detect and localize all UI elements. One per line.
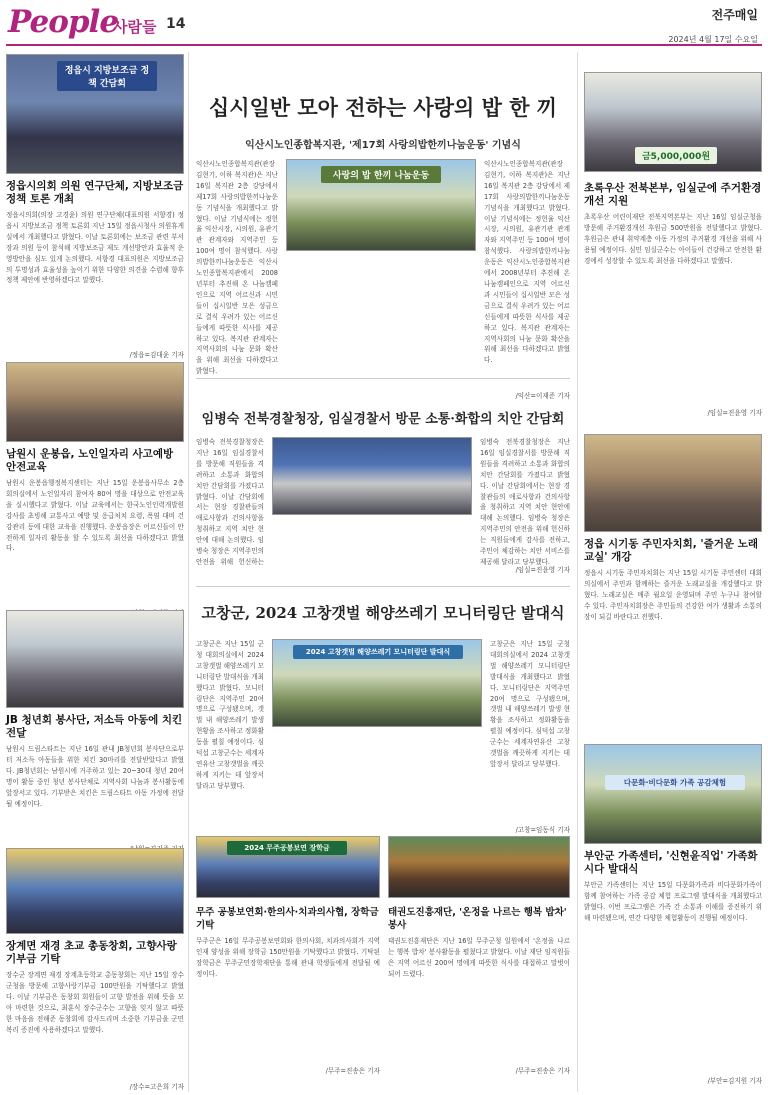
article-body: 임병숙 전북경찰청장은 지난 16일 임실경찰서를 방문해 직원들을 격려하고 소통과 화합의 치안 간담회를 가졌다고 밝혔다. 이날 간담회에서는 현장 경찰관들의 애로사항과 건의사항을 청취하고 지역 치안 현안에 대해 논의했다. 임병숙 청장은 지역주민의 안전을 위해 헌신하는 [196, 438, 264, 565]
article-photo [584, 434, 762, 532]
article-body: 부안군 가족센터는 지난 15일 다문화가족과 비다문화가족이 함께 참여하는 가족 공감 체험 프로그램 발대식을 개최했다고 밝혔다. 이번 프로그램은 가족 간 소통과 이해를 증진하기 위해 마련됐으며, 연간 다양한 체험활동이 진행될 예정이다. [584, 881, 762, 922]
article-body: 무주군은 16일 무주공봉보연회와 한의사회, 치과의사회가 지역 인재 양성을 위해 장학금 150만원을 기탁했다고 밝혔다. 기탁된 장학금은 무주군민장학재단을 통해 관내 학생들에게 전달될 예정이다. [196, 937, 380, 978]
photo-banner: 2024 고창갯벌 해양쓰레기 모니터링단 발대식 [293, 645, 463, 659]
article-byline: /임실=진윤영 기자 [515, 566, 570, 574]
left-article-3 [6, 610, 184, 855]
section-rule [196, 378, 570, 379]
article-headline: 임병숙 전북경찰청장, 임실경찰서 방문 소통·화합의 치안 간담회 [201, 412, 565, 427]
article-byline: /부안=김지원 기자 [707, 1077, 762, 1085]
article-byline: /장수=고은희 기자 [129, 1083, 184, 1091]
article-body: 남원시 드림스타트는 지난 16일 관내 JB청년회 봉사단으로부터 저소득 아동들을 위한 치킨 30마리를 전달받았다고 밝혔다. JB청년회는 남원시에 거주하고 있는 20~30대 청년 20여 명이 활동 중인 청년 봉사단체로 지역사회 나눔과 봉사활동에 앞장서고 있다. 기부받은 치킨은 드림스타트 아동 가정에 전달될 예정이다. [6, 745, 184, 808]
article-photo [196, 836, 380, 898]
photo-banner: 2024 무주공봉보연 장학금 [227, 841, 347, 855]
main-article-3 [196, 594, 570, 836]
column-divider-right [577, 52, 578, 1092]
article-photo [6, 362, 184, 442]
photo-banner: 다문화·비다문화 가족 공감체험 [605, 775, 745, 790]
article-byline: /정읍=김대윤 기자 [129, 351, 184, 359]
right-article-2 [584, 434, 762, 755]
issue-date: 2024년 4월 17일 수요일 [668, 35, 758, 44]
article-caption: 장계면 재경 초교 총동창회, 고향사랑기부금 기탁 [6, 940, 177, 965]
section-rule [196, 586, 570, 587]
article-photo [6, 848, 184, 934]
article-byline: /무주=진송은 기자 [325, 1067, 380, 1075]
article-body: 고창군은 지난 15일 군청 대회의실에서 2024 고창갯벌 해양쓰레기 모니터링단 발대식을 개최했다고 밝혔다. 모니터링단은 지역주민 20여 명으로 구성됐으며, 갯벌 내 해양쓰레기 발생 현황을 조사하고 정화활동을 펼칠 예정이다. 심덕섭 고창군수는 세계자연유산 고창갯벌을 깨끗하게 지키는 데 앞장서 달라고 당부했다. [196, 640, 264, 790]
article-caption: 정읍시의회 의원 연구단체, 지방보조금 정책 토론 개최 [6, 180, 184, 205]
article-caption: JB 청년회 봉사단, 저소득 아동에 치킨 전달 [6, 714, 183, 739]
article-body: 정읍시의회(의장 고경윤) 의원 연구단체(대표의원 서향경) 정읍시 지방보조금 정책 토론회 지난 15일 정읍시청사 의원휴게실에서 개최했다고 밝혔다. 이날 토론회에는 보조금 관련 부서장과 의원 등이 참석해 지방보조금 제도 개선방안과 효율적 운영방안을 심도 있게 논의했다. 서향경 대표의원은 지방보조금의 투명성과 효율성을 높이기 위한 다양한 의견을 수렴해 향후 정책 제안에 반영하겠다고 말했다. [6, 211, 184, 285]
article-photo [584, 72, 762, 172]
right-article-3 [584, 744, 762, 1087]
left-article-2 [6, 362, 184, 619]
article-caption: 무주 공봉보연회·한의사·치과의사협, 장학금 기탁 [196, 907, 379, 931]
article-headline: 십시일반 모아 전하는 사랑의 밥 한 끼 [208, 95, 558, 120]
article-caption: 남원시 운봉읍, 노인일자리 사고예방 안전교육 [6, 448, 174, 473]
article-body: 장수군 장계면 재경 장계초등학교 총동창회는 지난 15일 장수군청을 방문해 고향사랑기부금 100만원을 기탁했다고 밝혔다. 이날 기부금은 동창회 회원들이 고향 발전을 위해 뜻을 모아 마련한 것으로, 최훈식 장수군수는 고향을 잊지 않고 따뜻한 마음을 전해준 동창회에 감사드리며 소중한 기부금을 군민 복리 증진에 사용하겠다고 말했다. [6, 971, 184, 1034]
page-number: 14 [166, 16, 186, 32]
section-title-kr: 사람들 [113, 18, 157, 36]
article-photo [272, 437, 472, 515]
article-caption: 정읍 시기동 주민자치회, '즐거운 노래교실' 개강 [584, 538, 758, 563]
article-body: 태권도진흥재단은 지난 16일 무주군청 일원에서 '온정을 나르는 행복 밥차' 봉사활동을 펼쳤다고 밝혔다. 이날 재단 임직원들은 지역 어르신 200여 명에게 따뜻한 식사를 대접하고 말벗이 되어 드렸다. [388, 937, 570, 978]
article-headline: 고창군, 2024 고창갯벌 해양쓰레기 모니터링단 발대식 [201, 604, 565, 622]
article-caption: 부안군 가족센터, '신현윤직업' 가족화시다 발대식 [584, 850, 758, 875]
left-article-4 [6, 848, 184, 1093]
newspaper-name: 전주매일 [711, 8, 758, 22]
section-title-en: People [8, 4, 119, 40]
article-photo [388, 836, 570, 898]
header-rule [6, 44, 762, 46]
photo-banner: 정읍시 지방보조금 정책 간담회 [57, 61, 157, 91]
article-byline: /무주=진송은 기자 [515, 1067, 570, 1075]
article-body: 남원시 운봉읍행정복지센터는 지난 15일 운봉읍사무소 2층 회의실에서 노인일자리 참여자 80여 명을 대상으로 안전교육을 실시했다고 밝혔다. 이날 교육에서는 한국노인인력개발원 강사를 초빙해 교통사고 예방 및 응급처치 요령, 폭염 대비 건강관리 등에 대한 교육을 진행했다. 운봉읍장은 어르신들이 안전하게 일자리 활동을 할 수 있도록 최선을 다하겠다고 밝혔다. [6, 479, 184, 553]
article-body-cont: 익산시노인종합복지관(관장 김현기, 이하 복지관)은 지난 16일 복지관 2층 강당에서 제17회 사랑의밥한끼나눔운동 기념식을 개최했다고 밝혔다. 이날 기념식에는 정헌율 익산시장, 시의원, 유관기관 관계자와 지역주민 등 100여 명이 참석했다. 사랑의밥한끼나눔운동은 익산시노인종합복지관에서 2008년부터 추진해 온 나눔캠페인으로 지역 어르신과 시민들이 십시일반 모은 성금으로 결식 우려가 있는 어르신들에게 따뜻한 식사를 제공하고 있다. 복지관 관계자는 지역사회의 나눔 문화 확산을 위해 최선을 다하겠다고 밝혔다. [484, 160, 570, 365]
article-photo [272, 639, 482, 727]
main-article-1 [196, 54, 570, 402]
article-subheadline: 익산시노인종합복지관, '제17회 사랑의밥한끼나눔운동' 기념식 [245, 140, 521, 151]
mid-article-1 [196, 836, 380, 1077]
article-byline: /고창=임동식 기자 [515, 826, 570, 834]
article-body: 정읍시 시기동 주민자치회는 지난 15일 시기동 주민센터 대회의실에서 주민과 함께하는 즐거운 노래교실을 개강했다고 밝혔다. 노래교실은 매주 월요일 운영되며 주민 누구나 참여할 수 있다. 주민자치회장은 주민들의 건강한 여가 생활과 소통의 장이 되길 바란다고 전했다. [584, 569, 762, 621]
article-body: 익산시노인종합복지관(관장 김현기, 이하 복지관)은 지난 16일 복지관 2층 강당에서 제17회 사랑의밥한끼나눔운동 기념식을 개최했다고 밝혔다. 이날 기념식에는 정헌율 익산시장, 시의원, 유관기관 관계자와 지역주민 등 100여 명이 참석했다. 사랑의밥한끼나눔운동은 익산시노인종합복지관에서 2008년부터 추진해 온 나눔캠페인으로 지역 어르신과 시민들이 십시일반 모은 성금으로 결식 우려가 있는 어르신들에게 따뜻한 식사를 제공하고 있다. 복지관 관계자는 지역사회의 나눔 문화 확산을 위해 최선을 다하겠다고 밝혔다. [196, 160, 278, 376]
article-byline: /임실=진윤영 기자 [707, 409, 762, 417]
article-photo [286, 159, 476, 251]
main-article-2 [196, 388, 570, 576]
column-divider-left [188, 52, 189, 1092]
mid-article-2 [388, 836, 570, 1077]
article-caption: 초록우산 전북본부, 임실군에 주거환경개선 지원 [584, 182, 762, 207]
right-article-1 [584, 72, 762, 419]
article-caption: 태권도진흥재단, '온정을 나르는 행복 밥차' 봉사 [388, 907, 567, 931]
article-photo [6, 54, 184, 174]
article-byline: /익산=이재준 기자 [515, 392, 570, 400]
article-body: 초록우산 어린이재단 전북지역본부는 지난 16일 임실군청을 방문해 주거환경개선 후원금 500만원을 전달했다고 밝혔다. 후원금은 관내 취약계층 아동 가정의 주거환경 개선을 위해 사용될 예정이다. 심민 임실군수는 아이들이 건강하고 안전한 환경에서 성장할 수 있도록 최선을 다하겠다고 말했다. [584, 213, 762, 265]
photo-banner: 금5,000,000원 [635, 147, 717, 164]
article-photo [6, 610, 184, 708]
left-article-1 [6, 54, 184, 361]
article-body-cont: 임병숙 전북경찰청장은 지난 16일 임실경찰서를 방문해 직원들을 격려하고 소통과 화합의 치안 간담회를 가졌다고 밝혔다. 이날 간담회에서는 현장 경찰관들의 애로사항과 건의사항을 청취하고 지역 치안 현안에 대해 논의했다. 임병숙 청장은 지역주민의 안전을 위해 헌신하는 직원들에게 감사를 전하고, 주민이 체감하는 치안 서비스를 제공해 달라고 당부했다. [480, 438, 570, 565]
article-photo [584, 744, 762, 844]
photo-banner: 사랑의 밥 한끼 나눔운동 [321, 166, 441, 183]
article-body-cont: 고창군은 지난 15일 군청 대회의실에서 2024 고창갯벌 해양쓰레기 모니터링단 발대식을 개최했다고 밝혔다. 모니터링단은 지역주민 20여 명으로 구성됐으며, 갯벌 내 해양쓰레기 발생 현황을 조사하고 정화활동을 펼칠 예정이다. 심덕섭 고창군수는 세계자연유산 고창갯벌을 깨끗하게 지키는 데 앞장서 달라고 당부했다. [490, 640, 570, 768]
